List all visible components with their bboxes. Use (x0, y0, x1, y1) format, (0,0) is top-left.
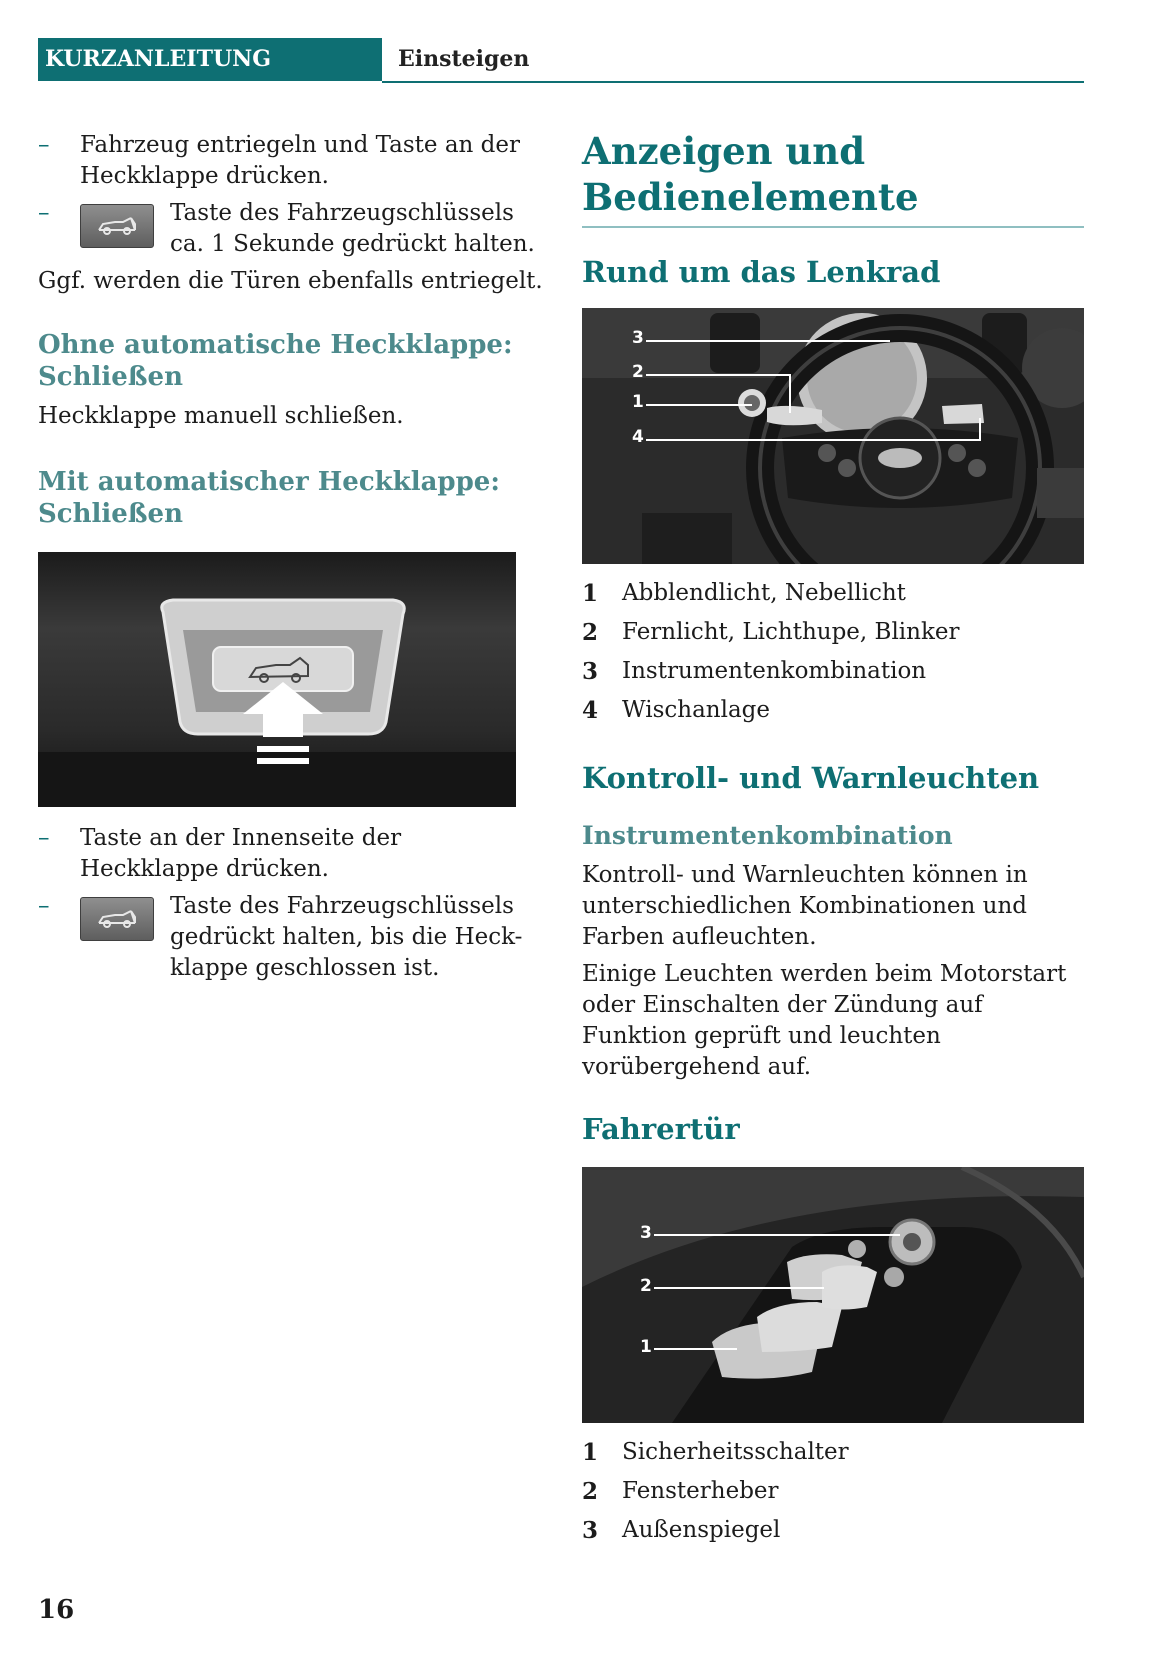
note-doors: Ggf. werden die Türen ebenfalls entriegelt. (38, 268, 543, 294)
list-item (582, 574, 1084, 613)
dash: – (38, 200, 50, 226)
dash: – (38, 825, 50, 851)
item-label: Instrumentenkombination (622, 658, 927, 684)
manual-close-text: Heckklappe manuell schließen. (38, 403, 404, 429)
callout-2: 2 (632, 362, 644, 382)
dash: – (38, 132, 50, 158)
bullet-text: Taste an der Innenseite der Heckklappe drücken. (80, 825, 402, 882)
bullet-text: Fahrzeug entriegeln und Taste an der Heckklappe drücken. (80, 132, 520, 189)
header-rule (382, 81, 1084, 83)
item-label: Fernlicht, Lichthupe, Blinker (622, 619, 960, 645)
main-title: Anzeigen und Bedienelemente (582, 129, 919, 219)
bullet-unlock-press (38, 130, 545, 192)
page-number: 16 (38, 1595, 75, 1625)
callout-1: 1 (632, 392, 644, 412)
door-legend (582, 1433, 1084, 1550)
lights-paragraph-2: Einige Leuchten werden beim Motorstart oder Einschalten der Zündung auf Funktion geprüft und leuchten vorübergehend auf. (582, 961, 1067, 1080)
heading-driver-door: Fahrertür (582, 1112, 740, 1146)
heading-steering: Rund um das Lenkrad (582, 255, 941, 289)
dash: – (38, 893, 50, 919)
item-number: 1 (582, 580, 599, 607)
steering-wheel-photo (582, 308, 1084, 564)
callout-3: 3 (632, 328, 644, 348)
heading-warning-lights: Kontroll- und Warnleuchten (582, 761, 1040, 795)
list-item (582, 613, 1084, 652)
list-item (582, 1511, 1084, 1550)
bullet-text: Taste des Fahrzeugschlüssels ca. 1 Sekunde gedrückt halten. (170, 200, 535, 257)
left-column (38, 130, 545, 984)
callout-4: 4 (632, 427, 644, 447)
item-label: Außenspiegel (622, 1517, 781, 1543)
main-title-rule (582, 226, 1084, 228)
item-number: 2 (582, 1478, 599, 1505)
bullet-inner-button (38, 823, 545, 885)
door-callout-2: 2 (640, 1276, 652, 1296)
right-column (582, 128, 1084, 1550)
bullet-key-hold-close (38, 891, 545, 984)
door-callout-3: 3 (640, 1223, 652, 1243)
bullet-text: Taste des Fahrzeugschlüssels gedrückt halten, bis die Heck-klappe geschlossen ist. (170, 893, 523, 981)
item-label: Fensterheber (622, 1478, 779, 1504)
item-label: Sicherheitsschalter (622, 1439, 849, 1465)
driver-door-photo (582, 1167, 1084, 1423)
tailgate-key-icon (80, 897, 154, 941)
bullet-key-hold (38, 198, 545, 260)
steering-legend (582, 574, 1084, 730)
heading-instrument-cluster: Instrumentenkombination (582, 821, 953, 850)
lights-paragraph-1: Kontroll- und Warnleuchten können in unterschiedlichen Kombinationen und Farben aufleuchten. (582, 862, 1028, 950)
list-item (582, 1433, 1084, 1472)
door-callout-1: 1 (640, 1337, 652, 1357)
heading-auto-close: Mit automatischer Heckklappe: Schließen (38, 467, 500, 529)
item-number: 1 (582, 1439, 599, 1466)
item-number: 3 (582, 1517, 599, 1544)
item-number: 4 (582, 697, 599, 724)
item-label: Wischanlage (622, 697, 771, 723)
heading-manual-close: Ohne automatische Heckklappe: Schließen (38, 330, 513, 392)
list-item (582, 691, 1084, 730)
item-label: Abblendlicht, Nebellicht (622, 580, 906, 606)
list-item (582, 652, 1084, 691)
item-number: 2 (582, 619, 599, 646)
chapter-tab: KURZANLEITUNG (38, 38, 382, 81)
tailgate-key-icon (80, 204, 154, 248)
item-number: 3 (582, 658, 599, 685)
section-title: Einsteigen (398, 46, 530, 72)
list-item (582, 1472, 1084, 1511)
tailgate-button-photo (38, 552, 516, 807)
